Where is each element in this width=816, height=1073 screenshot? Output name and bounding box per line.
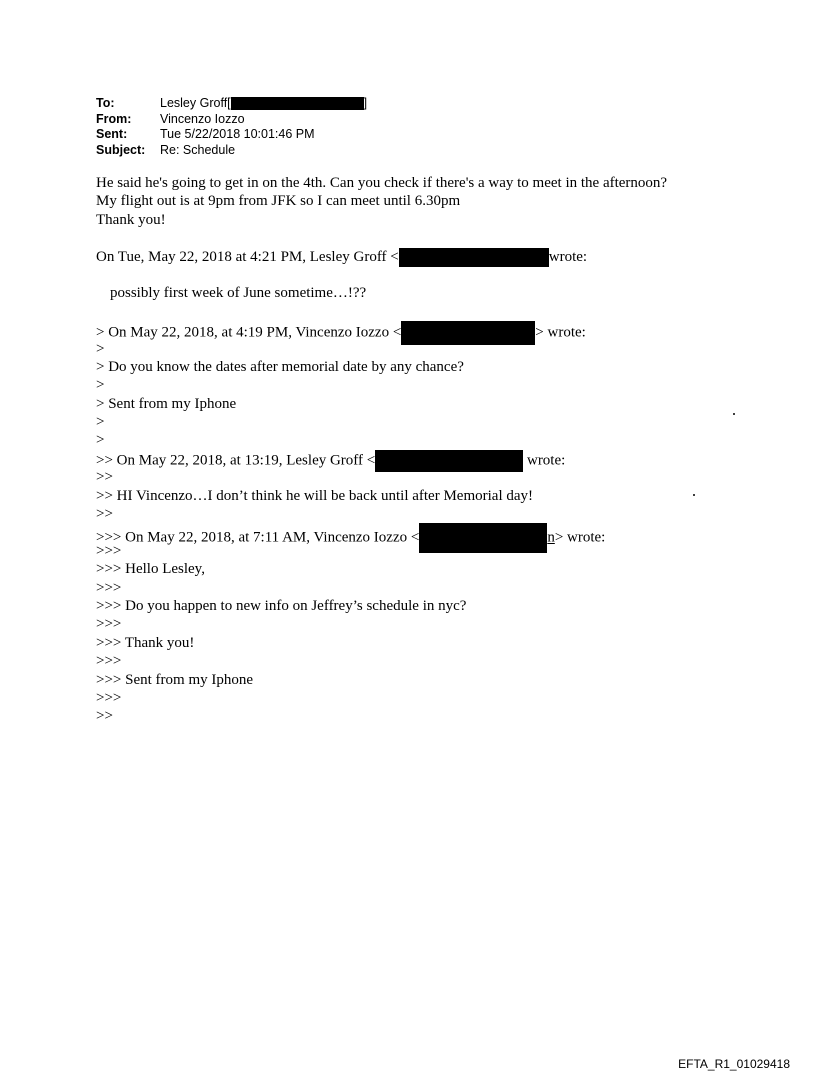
quoted-line: > Do you know the dates after memorial date by any chance?: [96, 358, 464, 375]
redaction-box: [399, 248, 549, 267]
redaction-box: [375, 450, 523, 472]
quoted-line: >>>: [96, 542, 122, 559]
quoted-line: >>>: [96, 616, 122, 633]
quoted-line: >>: [96, 708, 113, 725]
quoted-line: >>>: [96, 653, 122, 670]
redaction-box: [419, 523, 547, 553]
quote-attribution: On Tue, May 22, 2018 at 4:21 PM, Lesley Groff < wrote:: [96, 248, 756, 266]
quote-attribution: > On May 22, 2018, at 4:19 PM, Vincenzo Iozzo < > wrote:: [96, 321, 756, 339]
to-value: Lesley Groff[: [160, 96, 231, 110]
quoted-line: >: [96, 340, 105, 357]
quoted-line: >>>: [96, 579, 122, 596]
message-line: Thank you!: [96, 211, 166, 228]
to-close-bracket: ]: [363, 96, 368, 110]
from-label: From:: [96, 111, 132, 126]
quoted-line: >> HI Vincenzo…I don’t think he will be back until after Memorial day!: [96, 487, 534, 504]
quoted-line: >>> Do you happen to new info on Jeffrey’s schedule in nyc?: [96, 597, 467, 614]
to-label: To:: [96, 96, 115, 110]
quoted-line: >>> Sent from my Iphone: [96, 671, 254, 688]
quote-attribution: >> On May 22, 2018, at 13:19, Lesley Groff < wrote:: [96, 450, 756, 468]
sent-label: Sent:: [96, 127, 128, 141]
quoted-line: >>>: [96, 689, 122, 706]
redaction-box: [401, 321, 535, 345]
quoted-line: > Sent from my Iphone: [96, 395, 237, 412]
message-line: My flight out is at 9pm from JFK so I can meet until 6.30pm: [96, 193, 461, 210]
message-line: He said he's going to get in on the 4th. Can you check if there's a way to meet in the afternoon?: [96, 175, 668, 191]
quoted-line: >>> Thank you!: [96, 634, 195, 651]
email-body: [96, 174, 756, 726]
quoted-line: >: [96, 377, 105, 394]
from-value: Vincenzo Iozzo: [160, 111, 245, 126]
redaction-box: [231, 97, 364, 110]
quote-attribution: >>> On May 22, 2018, at 7:11 AM, Vincenzo Iozzo < n> wrote:: [96, 523, 756, 541]
sent-value: Tue 5/22/2018 10:01:46 PM: [160, 127, 315, 141]
document-id: EFTA_R1_01029418: [678, 1057, 790, 1071]
quoted-line: >>: [96, 469, 113, 486]
quoted-line: >>: [96, 506, 113, 523]
subject-value: Re: Schedule: [160, 142, 236, 157]
quoted-line: >>> Hello Lesley,: [96, 561, 205, 578]
stray-mark: [693, 494, 695, 496]
quoted-line: >: [96, 432, 105, 449]
quoted-line: possibly first week of June sometime…!??: [110, 285, 367, 302]
quoted-line: >: [96, 414, 105, 431]
stray-mark: [733, 413, 735, 415]
subject-label: Subject:: [96, 142, 146, 157]
